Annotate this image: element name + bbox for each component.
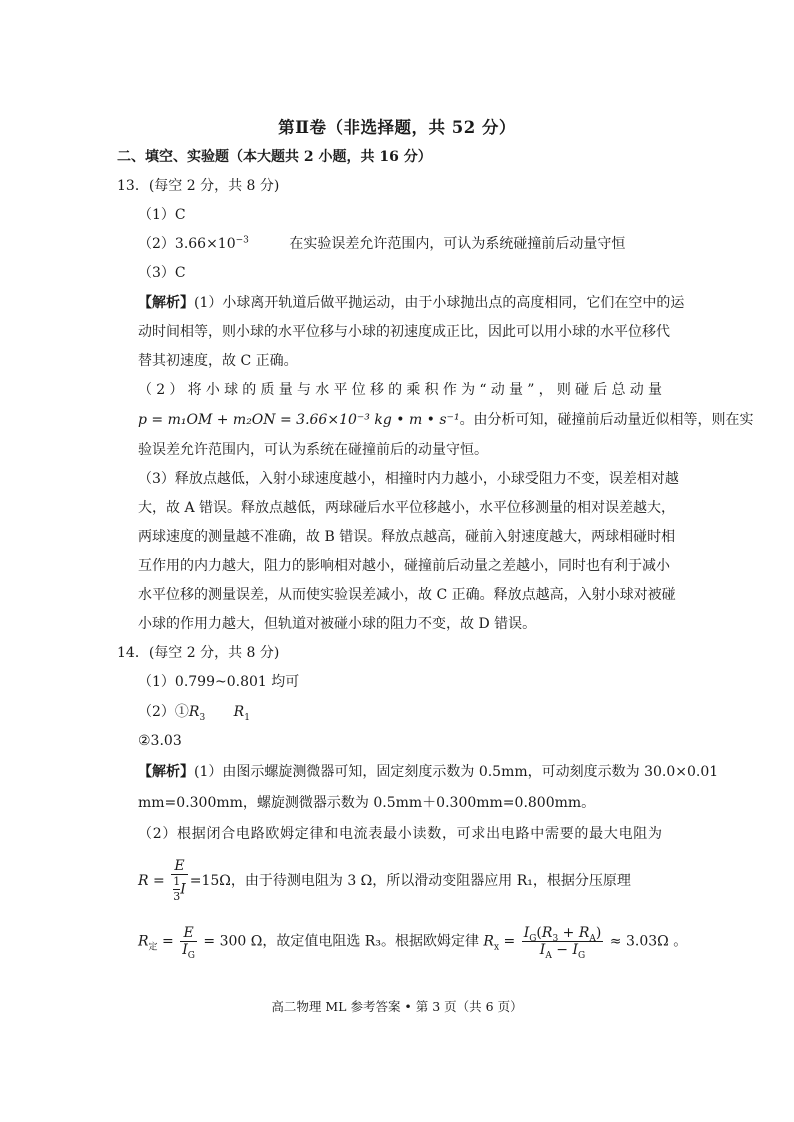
q14-analysis-tag: 【解析】 (138, 764, 194, 780)
q13-answer-2-value: （2）3.66×10 (138, 236, 236, 252)
q13-header: 13．(每空 2 分，共 8 分) (117, 178, 280, 194)
page-title: 第Ⅱ卷（非选择题，共 52 分） (278, 118, 516, 137)
q14-analysis-line-2: mm=0.300mm，螺旋测微器示数为 0.5mm＋0.300mm=0.800mm。 (138, 795, 596, 811)
q13-analysis-p3-line-5: 水平位移的测量误差，从而使实验误差减小，故 C 正确。释放点越高，入射小球对被碰 (138, 587, 676, 603)
q13-analysis-line-3: 替其初速度，故 C 正确。 (138, 353, 298, 369)
q13-answer-3: （3）C (138, 265, 186, 281)
q14-answer-2-second: ②3.03 (138, 733, 182, 749)
fraction-e-over-third-i: E $\frac{1}{3}$ I (173, 858, 186, 903)
q14-analysis-p2-line-1: （2）根据闭合电路欧姆定律和电流表最小读数，可求出电路中需要的最大电阻为 (138, 826, 662, 842)
q13-analysis-line-1: 【解析】(1）小球离开轨道后做平抛运动，由于小球抛出点的高度相同，它们在空中的运 (138, 295, 685, 311)
q14-formula-max-resistance: R = E $\frac{1}{3}$ I =15Ω，由于待测电阻为 3 Ω，所以滑动变阻器应用 R₁，根据分压原理 (138, 858, 631, 903)
q13-analysis-p2-line-2 (138, 410, 754, 430)
q14-header: 14．(每空 2 分，共 8 分) (117, 645, 280, 661)
q13-answer-2-exponent: −3 (235, 235, 249, 246)
section-heading: 二、填空、实验题（本大题共 2 小题，共 16 分） (117, 149, 432, 165)
q13-analysis-p3-line-4: 互作用的内力越大，阻力的影响相对越小，碰撞前后动量之差越小，同时也有利于减小 (138, 558, 670, 574)
q13-answer-1: （1）C (138, 207, 186, 223)
page-footer: 高二物理 ML 参考答案 • 第 3 页（共 6 页） (271, 999, 523, 1014)
q13-analysis-p3-line-6: 小球的作用力越大，但轨道对被碰小球的阻力不变，故 D 错误。 (138, 616, 537, 632)
q14-answer-2: $(2)①R_3$ $R_1$ (138, 704, 250, 723)
q13-analysis-tag: 【解析】 (138, 295, 194, 311)
q14-answer-1: （1）0.799~0.801 均可 (138, 674, 300, 690)
q13-analysis-p3-line-1: （3）释放点越低，入射小球速度越小，相撞时内力越小，小球受阻力不变，误差相对越 (138, 471, 679, 487)
q13-analysis-line-2: 动时间相等，则小球的水平位移与小球的初速度成正比，因此可以用小球的水平位移代 (138, 324, 670, 340)
q14-formula-fixed-resistance: $R_定$ = $\frac{E}{I_G}$ = 300 Ω，故定值电阻选 R₃。根据欧姆定律 $R_x$ = $\frac{I_G(R_3 + R_A)}{I_A - I_G}$ ≈ 3.03Ω 。 (138, 925, 688, 961)
q13-analysis-p3-line-3: 两球速度的测量越不准确，故 B 错误。释放点越高，碰前入射速度越大，两球相碰时相 (138, 529, 676, 545)
momentum-formula: p = m₁OM + m₂ON = 3.66×10⁻³ kg • m • s⁻¹ (138, 412, 460, 428)
momentum-formula-tail: 。由分析可知，碰撞前后动量近似相等，则在实 (459, 412, 754, 428)
q13-answer-2 (138, 234, 625, 254)
q14-analysis-line-1: 【解析】(1）由图示螺旋测微器可知，固定刻度示数为 0.5mm，可动刻度示数为 30.0×0.01 (138, 764, 719, 780)
q13-analysis-p2-line-3: 验误差允许范围内，可认为系统在碰撞前后的动量守恒。 (138, 442, 488, 458)
fraction-ohm-law: $\frac{I_G(R_3 + R_A)}{I_A - I_G}$ (523, 925, 602, 961)
q13-answer-2-note: 在实验误差允许范围内，可认为系统碰撞前后动量守恒 (289, 236, 626, 252)
q13-analysis-p3-line-2: 大，故 A 错误。释放点越低，两球碰后水平位移越小，水平位移测量的相对误差越大， (138, 500, 676, 516)
q13-analysis-p2-line-1: （2）将小球的质量与水平位移的乘积作为“动量”，则碰后总动量 (138, 382, 662, 398)
